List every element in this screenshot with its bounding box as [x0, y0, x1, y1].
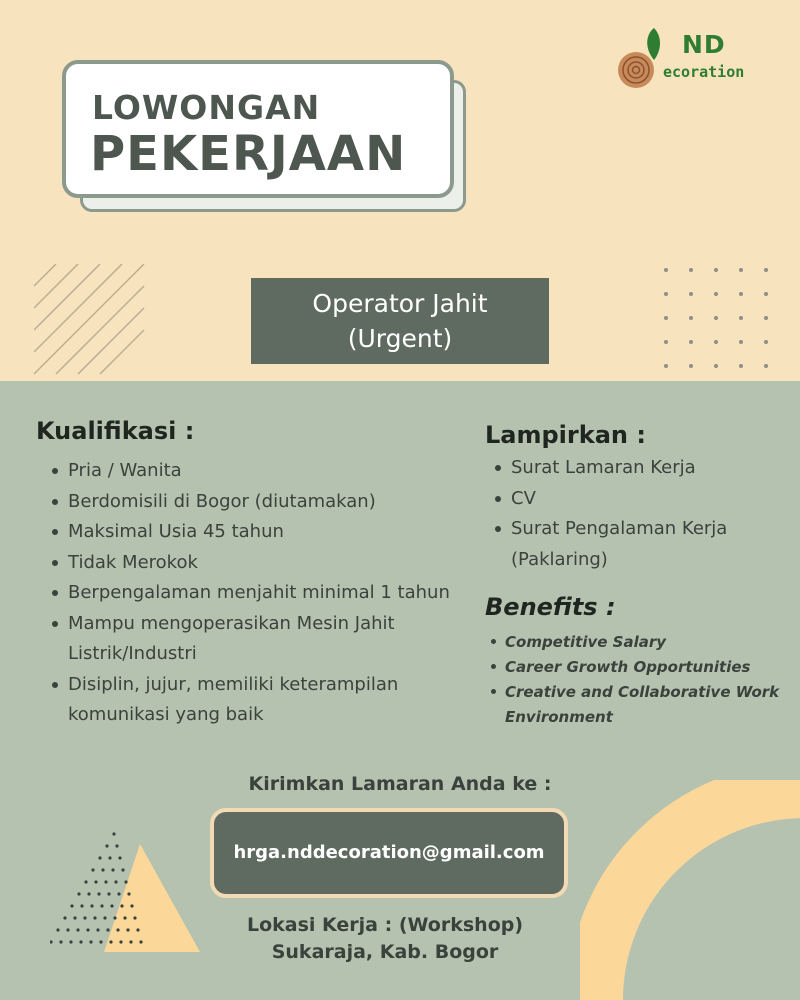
triangle-dot	[84, 880, 87, 883]
title-card	[62, 60, 454, 198]
grid-dot	[714, 316, 718, 320]
triangle-dot	[100, 904, 103, 907]
grid-dot	[764, 316, 768, 320]
grid-dot	[764, 268, 768, 272]
list-item: Mampu mengoperasikan Mesin Jahit Listrik/Industri	[50, 609, 455, 670]
benefits-list	[489, 630, 789, 730]
list-item: Pria / Wanita	[50, 456, 455, 487]
list-item: Maksimal Usia 45 tahun	[50, 517, 455, 548]
dot-grid-decoration	[660, 262, 780, 372]
triangle-dot	[124, 880, 127, 883]
list-item: Surat Lamaran Kerja	[493, 453, 793, 484]
grid-dot	[714, 364, 718, 368]
grid-dot	[739, 340, 743, 344]
grid-dot	[764, 340, 768, 344]
triangle-dot	[115, 844, 118, 847]
grid-dot	[664, 316, 668, 320]
triangle-dot	[112, 832, 115, 835]
logo-decoration-text: ecoration	[663, 63, 745, 81]
triangle-dot	[120, 904, 123, 907]
triangle-dot	[105, 844, 108, 847]
kualifikasi-heading: Kualifikasi :	[36, 417, 195, 445]
lampirkan-heading: Lampirkan :	[485, 421, 646, 449]
grid-dot	[664, 364, 668, 368]
stripes-decoration	[34, 264, 146, 376]
list-item: Tidak Merokok	[50, 548, 455, 579]
triangle-dot	[110, 904, 113, 907]
triangle-dot	[111, 868, 114, 871]
title-line-2: PEKERJAAN	[90, 126, 407, 182]
list-item: Surat Pengalaman Kerja (Paklaring)	[493, 514, 793, 575]
triangle-dot	[70, 904, 73, 907]
grid-dot	[689, 292, 693, 296]
triangle-dot	[91, 868, 94, 871]
grid-dot	[664, 340, 668, 344]
triangle-dot	[101, 868, 104, 871]
grid-dot	[739, 292, 743, 296]
kualifikasi-list	[50, 456, 455, 731]
arc-decoration	[580, 780, 800, 1000]
grid-dot	[764, 292, 768, 296]
list-item: Creative and Collaborative Work Environment	[489, 680, 789, 730]
grid-dot	[689, 340, 693, 344]
grid-dot	[714, 292, 718, 296]
triangle-dot	[87, 892, 90, 895]
triangle-dot	[118, 856, 121, 859]
grid-dot	[714, 340, 718, 344]
grid-dot	[664, 292, 668, 296]
company-logo	[614, 26, 764, 90]
send-application-label: Kirimkan Lamaran Anda ke :	[248, 773, 552, 795]
grid-dot	[764, 364, 768, 368]
triangle-dot	[107, 892, 110, 895]
email-address[interactable]: hrga.nddecoration@gmail.com	[210, 808, 568, 898]
grid-dot	[739, 364, 743, 368]
location-line-2: Sukaraja, Kab. Bogor	[271, 941, 499, 963]
job-urgency: (Urgent)	[347, 324, 453, 353]
triangle-dot	[121, 868, 124, 871]
grid-dot	[689, 316, 693, 320]
list-item: Disiplin, jujur, memiliki keterampilan komunikasi yang baik	[50, 670, 455, 731]
list-item: Competitive Salary	[489, 630, 789, 655]
list-item: CV	[493, 484, 793, 515]
triangle-dot	[90, 904, 93, 907]
logo-nd-text: ND	[682, 30, 726, 59]
grid-dot	[739, 268, 743, 272]
grid-dot	[664, 268, 668, 272]
grid-dot	[739, 316, 743, 320]
triangle-dot	[130, 904, 133, 907]
triangle-dot	[77, 892, 80, 895]
triangle-dot	[114, 880, 117, 883]
list-item: Berpengalaman menjahit minimal 1 tahun	[50, 578, 455, 609]
job-title: Operator Jahit	[312, 289, 488, 318]
grid-dot	[714, 268, 718, 272]
triangle-dot	[108, 856, 111, 859]
triangle-dot	[127, 892, 130, 895]
location-line-1: Lokasi Kerja : (Workshop)	[246, 914, 524, 936]
list-item: Career Growth Opportunities	[489, 655, 789, 680]
triangle-dot	[117, 892, 120, 895]
work-location	[0, 912, 770, 966]
lampirkan-list	[493, 453, 793, 575]
benefits-heading: Benefits :	[485, 593, 616, 621]
triangle-dot	[80, 904, 83, 907]
title-line-1: LOWONGAN	[92, 88, 321, 127]
list-item: Berdomisili di Bogor (diutamakan)	[50, 487, 455, 518]
triangle-dot	[97, 892, 100, 895]
triangle-dot	[104, 880, 107, 883]
grid-dot	[689, 268, 693, 272]
grid-dot	[689, 364, 693, 368]
triangle-dot	[94, 880, 97, 883]
triangle-dot	[98, 856, 101, 859]
job-position-box	[251, 278, 549, 364]
